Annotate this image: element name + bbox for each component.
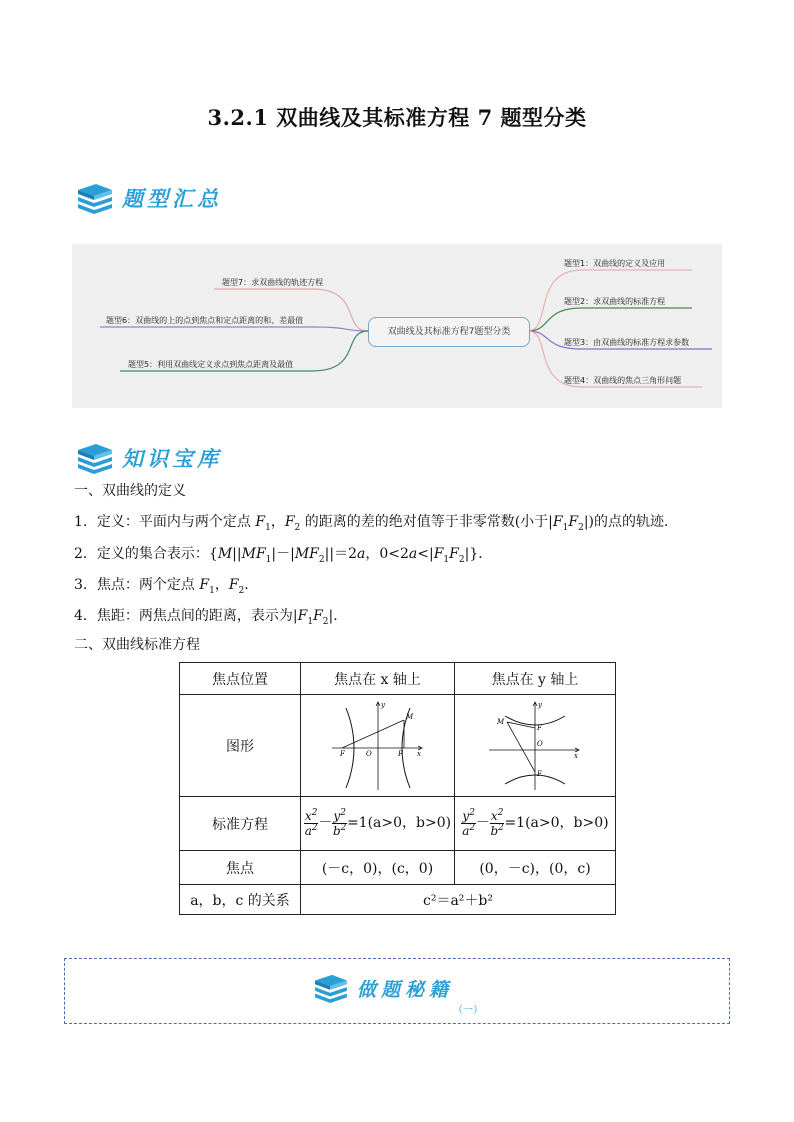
svg-text:x: x [416,749,421,758]
mindmap-center-node: 双曲线及其标准方程7题型分类 [368,317,530,347]
section-knowledge-label: 知识宝库 [122,446,222,471]
focus-y: (0，－c)，(0，c) [455,851,616,885]
row-label-equation: 标准方程 [180,797,301,851]
svg-text:O: O [537,739,543,748]
definition-paragraph-2: 2．定义的集合表示：{$M||MF_1|-|MF_2||=2a$，$0<2a<|F_1F_2|$}． [74,546,493,565]
mindmap-node-6: 题型6：双曲线的上的点到焦点和定点距离的和、差最值 [106,316,304,325]
mindmap-node-7: 题型7：求双曲线的轨迹方程 [222,278,324,287]
row-label-relation: a，b，c 的关系 [180,885,301,915]
section-summary-label: 题型汇总 [122,186,222,211]
svg-text:x: x [574,751,578,760]
mindmap-node-5: 题型5：利用双曲线定义求点到焦点距离及最值 [128,360,294,369]
svg-text:y: y [380,700,385,709]
definition-paragraph-4: 4．焦距：两焦点间的距离，表示为$|F_1F_2|$. [74,608,338,627]
graph-y-hyperbola [455,695,616,797]
header-x-axis: 焦点在 x 轴上 [301,663,455,695]
page-title: 3.2.1 双曲线及其标准方程 7 题型分类 [207,105,587,130]
mindmap-node-2: 题型2：求双曲线的标准方程 [564,297,666,306]
equation-x: $\frac{x^2}{a^2}$ － $\frac{y^2}{b^2}$ =1(a>0，b>0) [301,797,455,851]
section-summary-header [76,182,222,214]
section-knowledge-header [76,442,222,474]
section-tips-label: 做题秘籍 [357,978,454,1001]
section-tips-header [313,973,453,1003]
svg-text:F: F [537,723,542,732]
svg-text:M: M [405,712,413,721]
svg-text:F: F [397,749,403,758]
hyperbola-y-figure [485,698,585,794]
section-tips-sub: （一） [453,1005,483,1016]
row-label-graph: 图形 [180,695,301,797]
relation-value: c²＝a²＋b² [301,885,616,915]
books-icon [76,182,114,214]
focus-x: (－c，0)，(c，0) [301,851,455,885]
svg-text:y: y [538,700,542,709]
equation-y: $\frac{y^2}{a^2}$ － $\frac{x^2}{b^2}$ =1(a>0，b>0) [455,797,616,851]
header-y-axis: 焦点在 y 轴上 [455,663,616,695]
mindmap-node-3: 题型3：由双曲线的标准方程求参数 [564,338,690,347]
svg-text:M: M [497,717,505,726]
svg-text:F: F [537,769,542,778]
svg-text:F: F [339,749,345,758]
row-label-focus: 焦点 [180,851,301,885]
graph-x-hyperbola [301,695,455,797]
hyperbola-x-figure [328,698,428,794]
books-icon [313,973,349,1003]
standard-equation-table [179,662,616,915]
heading-standard-equation: 二、双曲线标准方程 [74,637,200,653]
definition-paragraph-1: 1．定义：平面内与两个定点 $F_1$，$F_2$ 的距离的差的绝对值等于非零常数(小于$|F_1F_2|$)的点的轨迹． [74,514,678,533]
mindmap-diagram [72,244,722,408]
tips-box [64,958,730,1024]
mindmap-node-4: 题型4：双曲线的焦点三角形问题 [564,376,682,385]
definition-paragraph-3: 3．焦点：两个定点 $F_1$，$F_2$. [74,577,249,596]
svg-text:O: O [365,749,372,758]
mindmap-node-1: 题型1：双曲线的定义及应用 [564,259,666,268]
header-focus-position: 焦点位置 [180,663,301,695]
books-icon [76,442,114,474]
heading-definition: 一、双曲线的定义 [74,483,186,499]
